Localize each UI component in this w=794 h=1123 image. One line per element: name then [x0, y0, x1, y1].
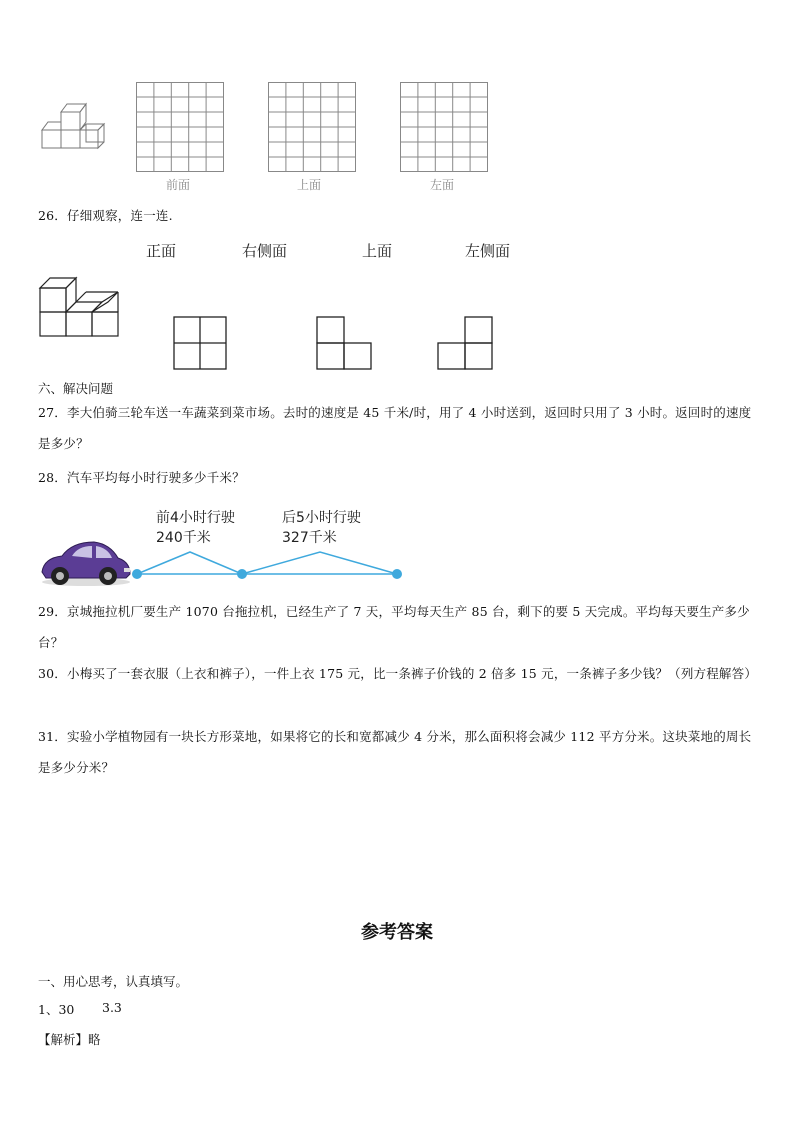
route-point-end	[392, 569, 402, 579]
route-point-mid	[237, 569, 247, 579]
view-label-left: 左侧面	[465, 242, 511, 260]
question-30: 30．小梅买了一套衣服（上衣和裤子），一件上衣 175 元，比一条裤子价钱的 2 倍多 15 元，一条裤子多少钱？（列方程解答）	[38, 666, 758, 681]
view-shape-square	[173, 316, 227, 370]
grid-top	[268, 82, 356, 172]
answer-1-value: 3.3	[102, 1000, 122, 1015]
answer-analysis: 【解析】略	[38, 1032, 101, 1047]
route-point-start	[132, 569, 142, 579]
view-shape-l-right	[437, 316, 493, 370]
grid-left	[400, 82, 488, 172]
view-label-right: 右侧面	[242, 242, 288, 260]
question-26: 26．仔细观察，连一连.	[38, 208, 173, 223]
segment1-line2: 240千米	[156, 530, 211, 546]
grid-label-front: 前面	[166, 178, 191, 192]
segment1-line1: 前4小时行驶	[156, 510, 235, 526]
car-icon	[38, 536, 132, 588]
section-heading-6: 六、解决问题	[38, 381, 114, 396]
view-label-top: 上面	[362, 242, 393, 260]
grid-label-left: 左面	[430, 178, 455, 192]
question-27: 27．李大伯骑三轮车送一车蔬菜到菜市场。去时的速度是 45 千米/时，用了 4 小时送到，返回时只用了 3 小时。返回时的速度是多少？	[38, 405, 752, 451]
cube-stack-figure	[40, 100, 110, 152]
question-31: 31．实验小学植物园有一块长方形菜地，如果将它的长和宽都减少 4 分米，那么面积将会减少 112 平方分米。这块菜地的周长是多少分米？	[38, 729, 752, 775]
view-shape-l-left	[316, 316, 372, 370]
grid-label-top: 上面	[297, 178, 322, 192]
view-label-front: 正面	[146, 242, 177, 260]
answer-1-number: 1、30	[38, 1002, 75, 1017]
segment2-line2: 327千米	[282, 530, 337, 546]
answer-key-title: 参考答案	[361, 922, 433, 943]
question-29: 29．京城拖拉机厂要生产 1070 台拖拉机，已经生产了 7 天，平均每天生产 85 台，剩下的要 5 天完成。平均每天要生产多少台？	[38, 604, 750, 650]
segment2-line1: 后5小时行驶	[282, 510, 361, 526]
question-28: 28．汽车平均每小时行驶多少千米？	[38, 470, 245, 485]
answer-section-1: 一、用心思考，认真填写。	[38, 974, 189, 989]
route-diagram	[130, 500, 410, 586]
grid-front	[136, 82, 224, 172]
block-3d-figure	[38, 274, 122, 338]
